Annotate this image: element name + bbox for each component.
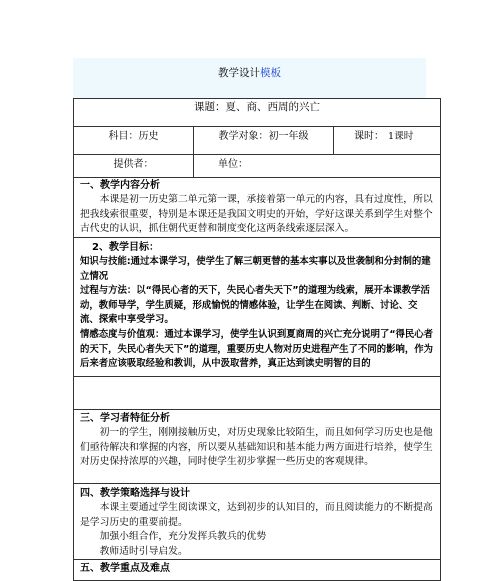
- strategy-text-1: 本课主要通过学生阅读课文，达到初步的认知目的，而且阅读能力的不断提高是学习历史的重要前提。: [80, 502, 433, 528]
- header-title: [218, 67, 281, 79]
- provider-cell: 提供者：: [74, 155, 194, 178]
- hours-cell: [334, 127, 441, 155]
- content-analysis-heading: 一、教学内容分析: [80, 180, 160, 191]
- learner-text: 初一的学生，刚刚接触历史，对历史现象比较陌生，而且如何学习历史也是他们亟待解决和掌握的内容，所以要从基础知识和基本能力两方面进行培养，使学生对历史保持浓厚的兴趣，同时使学生初步掌握一些历史的客观规律。: [80, 427, 433, 467]
- objectives-heading: 2、教学目标：: [92, 242, 159, 253]
- objectives-section: [74, 238, 441, 377]
- focus-heading: 五、教学重点及难点: [80, 563, 170, 574]
- subject-cell: 科目：历史: [74, 127, 194, 155]
- lesson-title: 课题：夏、商、西周的兴亡: [74, 99, 441, 127]
- objective-process: 过程与方法：以“得民心者的天下，失民心者失天下”的道理为线索，展开本课教学活动，教师导学，学生质疑，形成愉悦的情感体验，让学生在阅读、判断、讨论、交流、探索中享受学习。: [80, 285, 430, 326]
- audience-cell: 教学对象：初一年级: [194, 127, 334, 155]
- header-title-text: 教学设计: [218, 67, 260, 79]
- lesson-plan-table: [73, 98, 441, 581]
- unit-cell: 单位：: [194, 155, 441, 178]
- focus-section: [74, 560, 441, 581]
- objective-knowledge: 知识与技能:通过本课学习，使学生了解三朝更替的基本实事以及世袭制和分封制的建立情况: [80, 256, 431, 282]
- learner-heading: 三、学习者特征分析: [80, 413, 170, 424]
- strategy-text-3: 教师适时引导启发。: [99, 545, 188, 557]
- strategy-section: [74, 484, 441, 560]
- content-analysis-text: 本课是初一历史第二单元第一课，承接着第一单元的内容，具有过度性，所以把我线索很重要，特别是本课还是我国文明史的开始，学好这课关系到学生对整个古代史的认识，抓住朝代更替和制度变化这两条线索逐层深入。: [80, 194, 433, 234]
- document-header: [73, 58, 426, 98]
- strategy-text-2: 加强小组合作，充分发挥兵教兵的优势: [99, 531, 267, 542]
- template-link[interactable]: 模板: [260, 67, 281, 79]
- content-analysis-section: [74, 178, 441, 238]
- blank-row: [74, 377, 441, 410]
- objective-attitude: 情感态度与价值观：通过本课学习，使学生认识到夏商周的兴亡充分说明了“得民心者的天下，失民心者失天下”的道理，重要历史人物对历史进程产生了不同的影响，作为后来者应该吸取经验和教训，从中汲取营养，真正达到读史明智的目的: [80, 328, 434, 370]
- hours-value: 1课时: [388, 131, 414, 142]
- learner-section: [74, 410, 441, 484]
- strategy-heading: 四、教学策略选择与设计: [80, 488, 190, 499]
- hours-label: 课时：: [354, 131, 384, 142]
